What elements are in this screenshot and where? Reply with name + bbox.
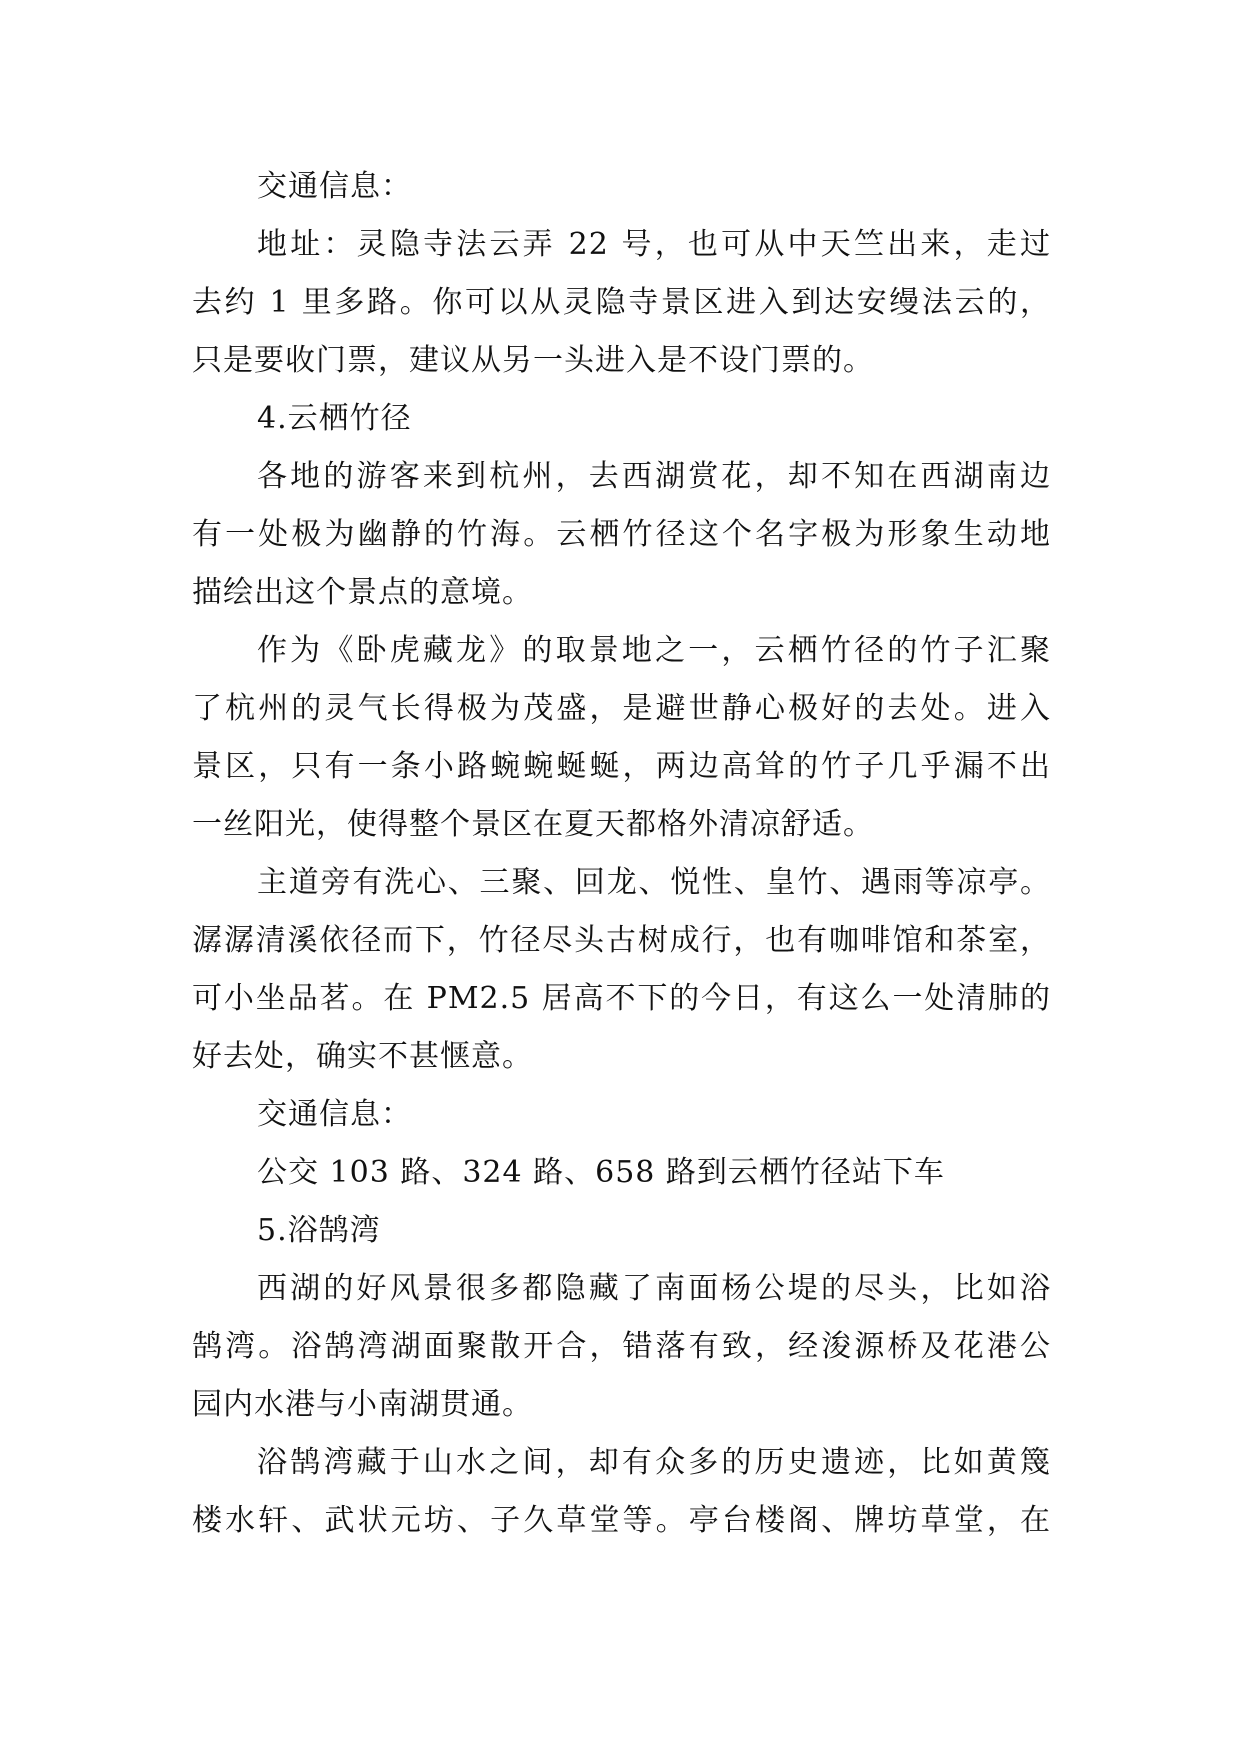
text-line: 西湖的好风景很多都隐藏了南面杨公堤的尽头，比如浴 — [257, 1271, 1051, 1306]
text-line: 好去处，确实不甚惬意。 — [192, 1039, 533, 1074]
text-line: 潺潺清溪依径而下，竹径尽头古树成行，也有咖啡馆和茶室， — [192, 923, 1051, 958]
section-heading — [192, 390, 1051, 448]
text-line: 有一处极为幽静的竹海。云栖竹径这个名字极为形象生动地 — [192, 517, 1051, 552]
section-heading — [192, 1202, 1051, 1260]
text-line: 描绘出这个景点的意境。 — [192, 575, 533, 610]
text-line: 景区，只有一条小路蜿蜿蜒蜒，两边高耸的竹子几乎漏不出 — [192, 749, 1051, 784]
text-line: 鹄湾。浴鹄湾湖面聚散开合，错落有致，经浚源桥及花港公 — [192, 1329, 1051, 1364]
text-line: 去约 1 里多路。你可以从灵隐寺景区进入到达安缦法云的， — [192, 285, 1051, 320]
address-paragraph — [192, 216, 1051, 390]
body-paragraph — [192, 448, 1051, 622]
bus-route-paragraph — [192, 1144, 1051, 1202]
text-line: 浴鹄湾藏于山水之间，却有众多的历史遗迹，比如黄篾 — [257, 1445, 1051, 1480]
text-line: 楼水轩、武状元坊、子久草堂等。亭台楼阁、牌坊草堂，在 — [192, 1503, 1051, 1538]
text-line: 交通信息： — [257, 169, 412, 204]
body-paragraph — [192, 1260, 1051, 1434]
transport-info-label — [192, 158, 1051, 216]
text-line: 可小坐品茗。在 PM2.5 居高不下的今日，有这么一处清肺的 — [192, 981, 1051, 1016]
body-paragraph — [192, 854, 1051, 1086]
transport-info-label — [192, 1086, 1051, 1144]
body-paragraph — [192, 1434, 1051, 1550]
text-line: 5.浴鹄湾 — [257, 1213, 381, 1248]
text-line: 只是要收门票，建议从另一头进入是不设门票的。 — [192, 343, 874, 378]
text-line: 地址：灵隐寺法云弄 22 号，也可从中天竺出来，走过 — [257, 227, 1051, 262]
text-line: 交通信息： — [257, 1097, 412, 1132]
text-line: 各地的游客来到杭州，去西湖赏花，却不知在西湖南边 — [257, 459, 1051, 494]
text-line: 一丝阳光，使得整个景区在夏天都格外清凉舒适。 — [192, 807, 874, 842]
text-line: 园内水港与小南湖贯通。 — [192, 1387, 533, 1422]
text-line: 了杭州的灵气长得极为茂盛，是避世静心极好的去处。进入 — [192, 691, 1051, 726]
body-paragraph — [192, 622, 1051, 854]
text-line: 公交 103 路、324 路、658 路到云栖竹径站下车 — [257, 1155, 945, 1190]
text-line: 4.云栖竹径 — [257, 401, 412, 436]
text-line: 主道旁有洗心、三聚、回龙、悦性、皇竹、遇雨等凉亭。 — [257, 865, 1051, 900]
text-line: 作为《卧虎藏龙》的取景地之一，云栖竹径的竹子汇聚 — [257, 633, 1051, 668]
